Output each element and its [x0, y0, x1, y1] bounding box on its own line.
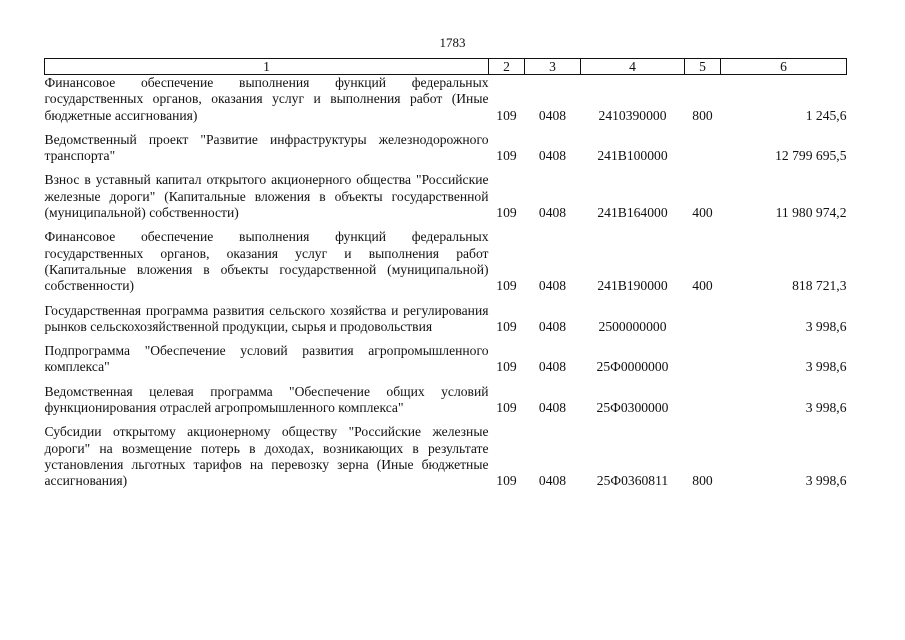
row-description: Взнос в уставный капитал открытого акционерного общества "Российские железные дороги" (Капитальные вложения в объекты государственной (муниципальной) собственности) [44, 172, 489, 221]
row-description: Субсидии открытому акционерному обществу "Российские железные дороги" на возмещение потерь в доходах, возникающих в результате установления льготных тарифов на перевозку зерна (Иные бюджетные ассигнования) [44, 424, 489, 489]
row-code-5: 400 [692, 278, 713, 294]
row-code-3: 0408 [538, 148, 567, 164]
row-amount: 1 245,6 [805, 107, 847, 123]
page-number: 1783 [439, 35, 466, 50]
row-description: Ведомственный проект "Развитие инфраструктуры железнодорожного транспорта" [44, 131, 489, 164]
header-col-4: 4 [581, 59, 685, 75]
row-code-4: 2500000000 [598, 318, 667, 334]
row-amount: 3 998,6 [805, 473, 847, 489]
row-amount: 3 998,6 [805, 400, 847, 416]
row-code-5 [685, 384, 721, 417]
row-code-2: 109 [496, 278, 517, 294]
table-row [45, 229, 847, 294]
row-code-3: 0408 [538, 400, 567, 416]
row-code-4: 25Ф0300000 [596, 400, 669, 416]
header-col-1: 1 [45, 59, 489, 75]
row-amount: 3 998,6 [805, 318, 847, 334]
row-code-3: 0408 [538, 318, 567, 334]
row-code-5 [685, 132, 721, 165]
row-code-5: 800 [692, 107, 713, 123]
row-code-2: 109 [496, 107, 517, 123]
row-code-3: 0408 [538, 473, 567, 489]
table-row [45, 343, 847, 376]
row-code-3: 0408 [538, 107, 567, 123]
row-code-2: 109 [496, 318, 517, 334]
row-code-4: 241В100000 [597, 148, 668, 164]
header-col-5: 5 [685, 59, 721, 75]
header-col-3: 3 [525, 59, 581, 75]
row-description: Финансовое обеспечение выполнения функций федеральных государственных органов, оказания услуг и выполнения работ (Капитальные вложения в объекты государственной (муниципальной) собственности) [44, 229, 489, 294]
table-row [45, 424, 847, 489]
table-row [45, 75, 847, 124]
row-code-5 [685, 303, 721, 336]
row-code-5: 800 [692, 473, 713, 489]
header-col-2: 2 [489, 59, 525, 75]
row-amount: 11 980 974,2 [775, 205, 847, 221]
row-amount: 12 799 695,5 [775, 148, 847, 164]
row-code-3: 0408 [538, 278, 567, 294]
row-code-2: 109 [496, 400, 517, 416]
table-row [45, 384, 847, 417]
table-row [45, 132, 847, 165]
budget-table [44, 58, 847, 490]
row-code-4: 25Ф0000000 [596, 359, 669, 375]
row-code-5 [685, 343, 721, 376]
row-description: Подпрограмма "Обеспечение условий развития агропромышленного комплекса" [44, 343, 489, 375]
row-code-5: 400 [692, 205, 713, 221]
header-col-6: 6 [721, 59, 847, 75]
row-code-2: 109 [496, 205, 517, 221]
row-code-2: 109 [496, 148, 517, 164]
row-description: Государственная программа развития сельского хозяйства и регулирования рынков сельскохозяйственной продукции, сырья и продовольствия [44, 302, 489, 334]
row-amount: 3 998,6 [805, 359, 847, 375]
row-code-2: 109 [496, 359, 517, 375]
row-amount: 818 721,3 [792, 278, 847, 294]
row-code-3: 0408 [538, 205, 567, 221]
row-code-2: 109 [496, 473, 517, 489]
row-description: Ведомственная целевая программа "Обеспечение общих условий функционирования отраслей агропромышленного комплекса" [44, 383, 489, 416]
row-code-4: 25Ф0360811 [596, 473, 669, 489]
row-description: Финансовое обеспечение выполнения функций федеральных государственных органов, оказания услуг и выполнения работ (Иные бюджетные ассигнования) [44, 75, 489, 123]
row-code-3: 0408 [538, 359, 567, 375]
table-row [45, 303, 847, 336]
table-row [45, 172, 847, 221]
row-code-4: 241В190000 [597, 278, 668, 294]
row-code-4: 2410390000 [598, 107, 667, 123]
header-row [45, 59, 847, 75]
row-code-4: 241В164000 [597, 205, 668, 221]
